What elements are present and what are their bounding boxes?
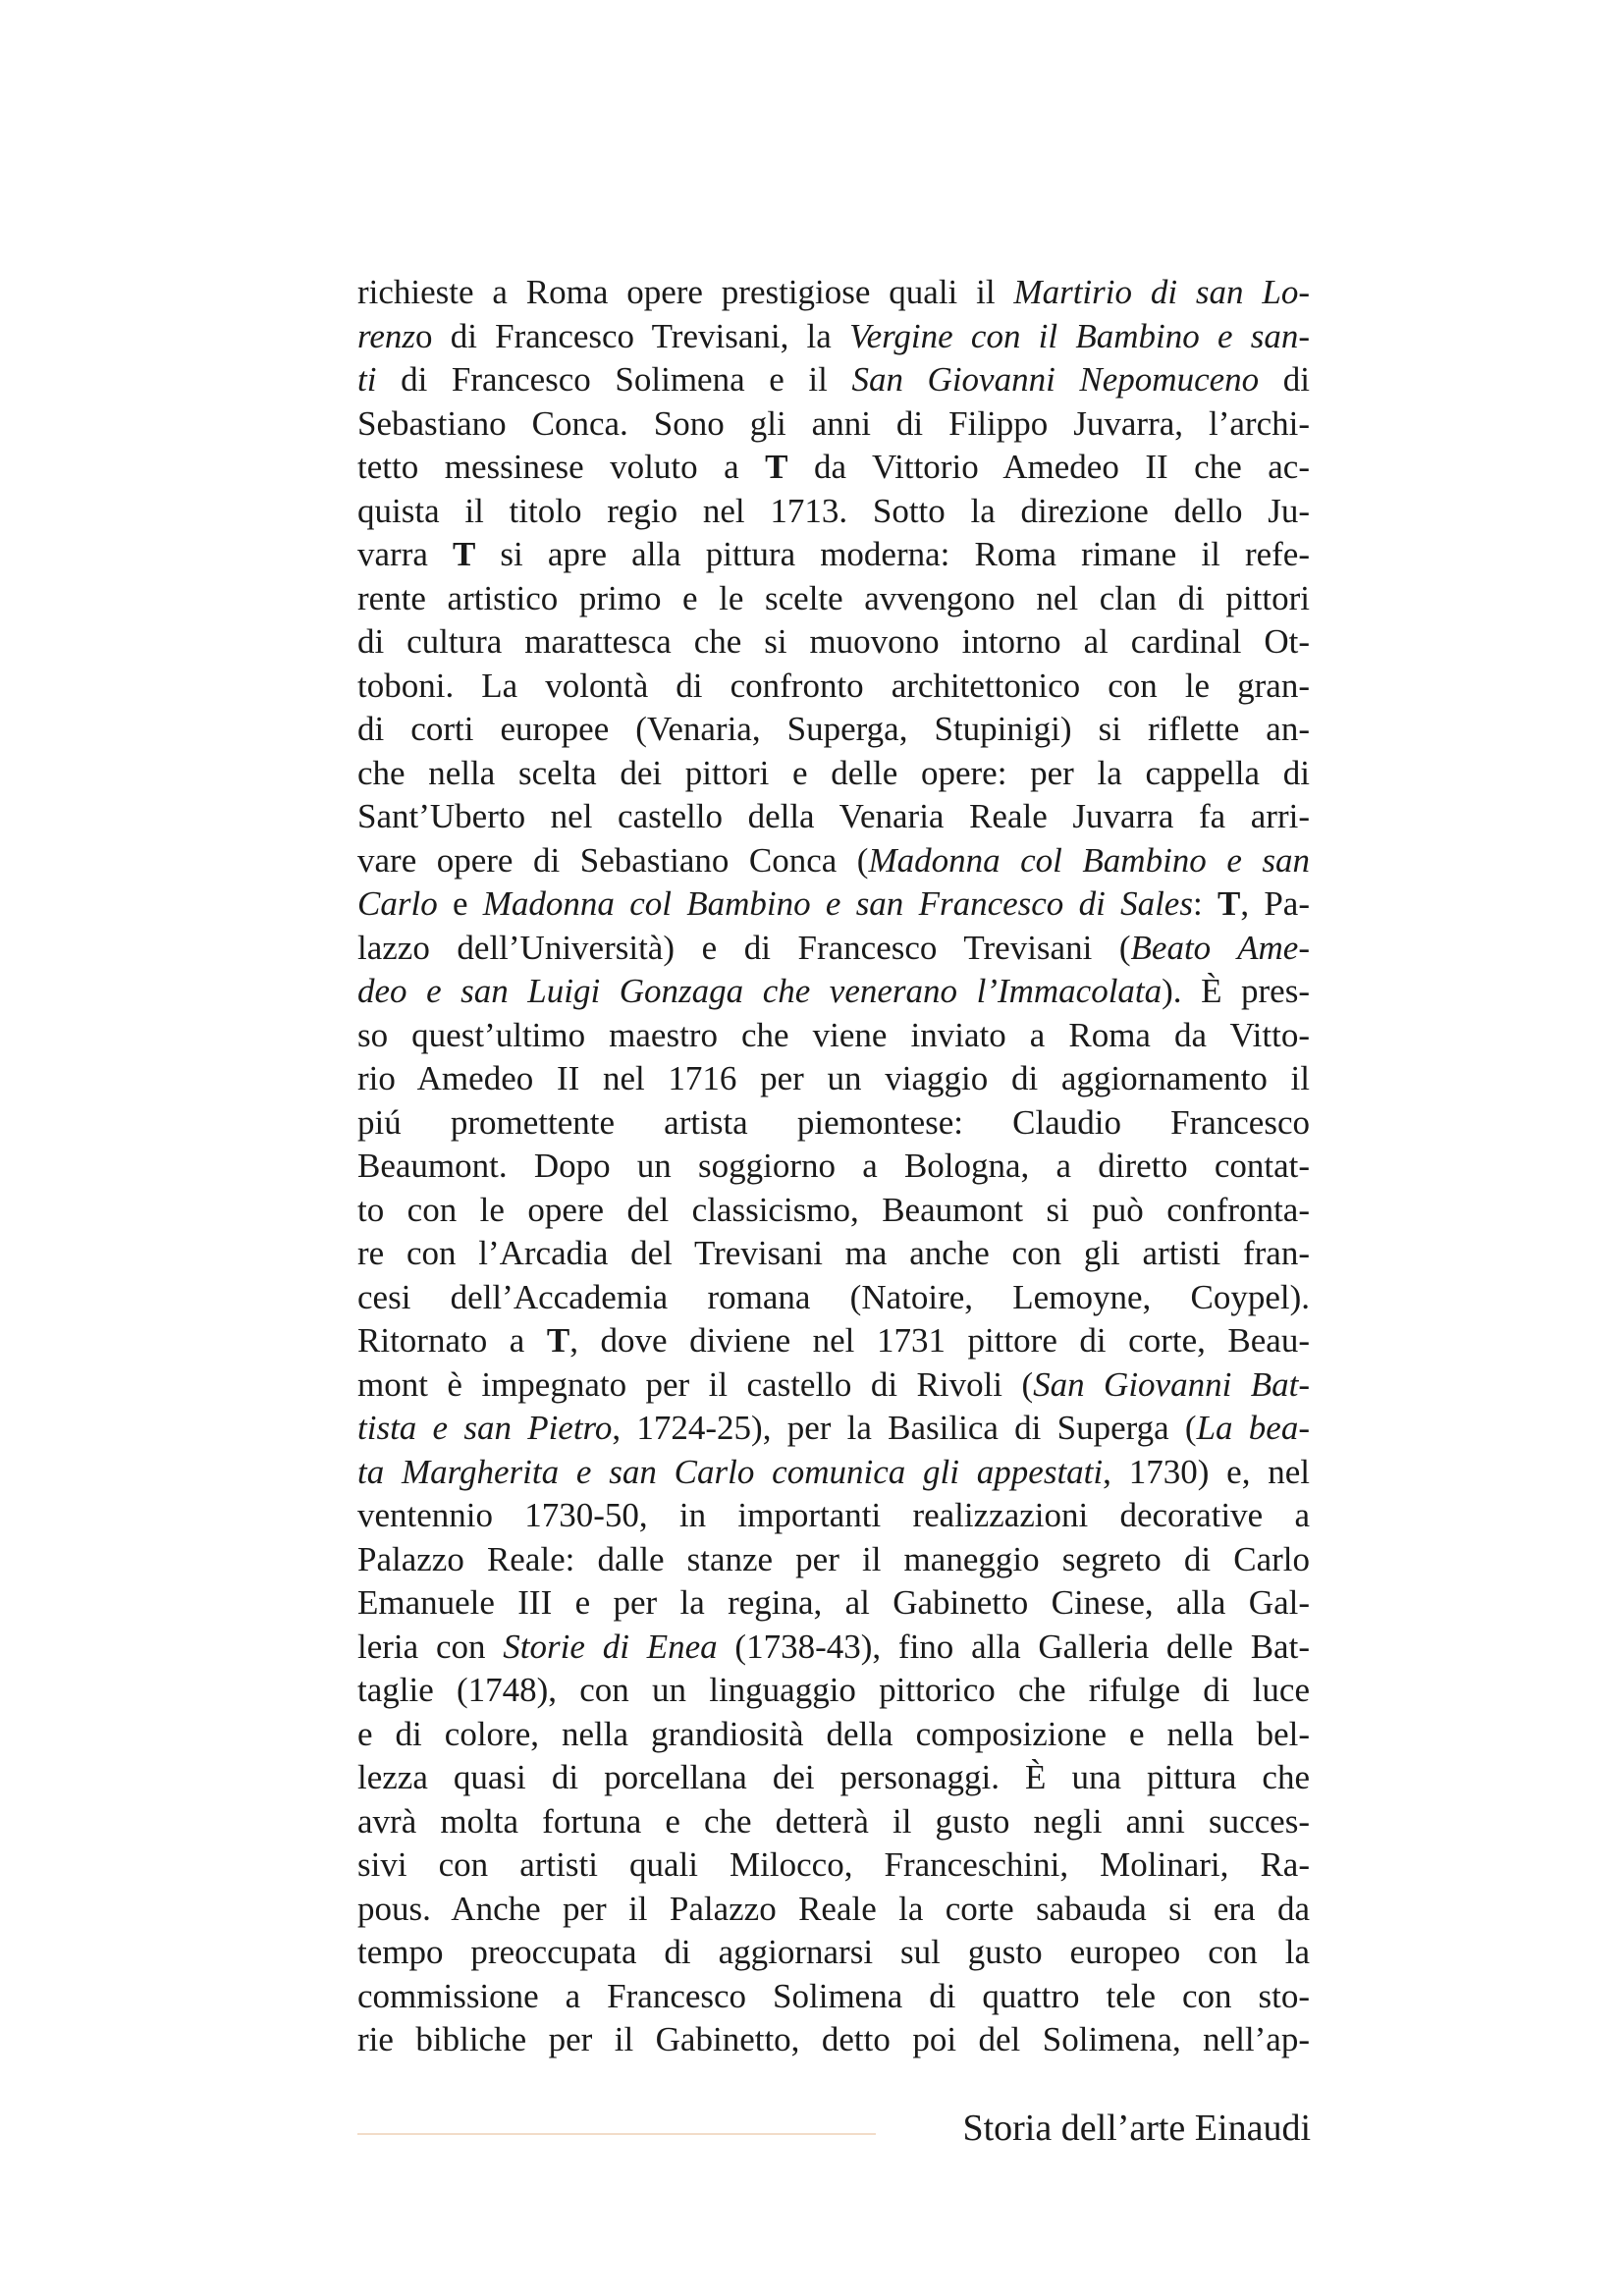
- text-segment: varra: [357, 535, 453, 573]
- text-line: [357, 1800, 1310, 1844]
- text-segment: rio Amedeo II nel 1716 per un viaggio di aggiornamento il: [357, 1059, 1310, 1097]
- bold-text: T: [765, 448, 788, 486]
- bold-text: T: [1217, 884, 1241, 923]
- italic-text: ta Margherita e san Carlo comunica gli appestati: [357, 1452, 1104, 1491]
- italic-text: Carlo: [357, 884, 438, 923]
- text-segment: e di colore, nella grandiosità della composizione e nella bel-: [357, 1714, 1310, 1753]
- text-segment: piú promettente artista piemontese: Claudio Francesco: [357, 1102, 1310, 1142]
- text-line: [357, 1713, 1310, 1757]
- text-line: [357, 446, 1310, 490]
- italic-text: Vergine con il Bambino e san-: [849, 316, 1310, 355]
- italic-text: deo e san Luigi Gonzaga che venerano l’Immacolata: [357, 972, 1163, 1010]
- text-segment: , dove diviene nel 1731 pittore di corte, Beau-: [569, 1321, 1310, 1360]
- text-line: [357, 1014, 1310, 1058]
- italic-text: tista e san Pietro: [357, 1409, 613, 1447]
- text-segment: avrà molta fortuna e che detterà il gusto negli anni succes-: [357, 1801, 1310, 1841]
- text-segment: rie bibliche per il Gabinetto, detto poi del Solimena, nell’ap-: [357, 2020, 1310, 2058]
- text-line: [357, 1888, 1310, 1932]
- footer-title: Storia dell’arte Einaudi: [962, 2108, 1311, 2149]
- text-line: [357, 1538, 1310, 1582]
- text-segment: quista il titolo regio nel 1713. Sotto la direzione dello Ju-: [357, 491, 1310, 530]
- text-segment: Emanuele III e per la regina, al Gabinetto Cinese, alla Gal-: [357, 1583, 1310, 1622]
- text-line: [357, 1975, 1310, 2019]
- text-segment: commissione a Francesco Solimena di quattro tele con sto-: [357, 1976, 1310, 2015]
- text-segment: taglie (1748), con un linguaggio pittorico che rifulge di luce: [357, 1671, 1310, 1709]
- text-line: [357, 795, 1310, 839]
- text-segment: toboni. La volontà di confronto architettonico con le gran-: [357, 666, 1310, 705]
- text-line: [357, 1581, 1310, 1626]
- text-segment: , 1730) e, nel: [1103, 1452, 1311, 1491]
- text-segment: vare opere di Sebastiano Conca (: [357, 840, 869, 880]
- text-line: [357, 708, 1310, 752]
- text-segment: Sant’Uberto nel castello della Venaria Reale Juvarra fa arri-: [357, 797, 1310, 835]
- italic-text: Madonna col Bambino e san Francesco di Sales: [482, 884, 1193, 923]
- text-segment: to con le opere del classicismo, Beaumont si può confronta-: [357, 1190, 1310, 1229]
- text-segment: richieste a Roma opere prestigiose quali il: [357, 273, 1014, 311]
- text-segment: e: [437, 884, 483, 923]
- text-segment: rente artistico primo e le scelte avvengono nel clan di pittori: [357, 578, 1310, 617]
- text-segment: Palazzo Reale: dalle stanze per il maneggio segreto di Carlo: [357, 1539, 1310, 1578]
- italic-text: Madonna col Bambino e san: [868, 840, 1310, 880]
- text-segment: di: [1259, 360, 1310, 399]
- text-segment: :: [1192, 884, 1217, 923]
- text-line: [357, 1363, 1310, 1408]
- text-line: [357, 1756, 1310, 1800]
- text-segment: Sebastiano Conca. Sono gli anni di Filippo Juvarra, l’archi-: [357, 403, 1310, 443]
- text-line: [357, 358, 1310, 402]
- text-line: [357, 620, 1310, 665]
- bold-text: T: [546, 1321, 570, 1360]
- text-segment: tetto messinese voluto a: [357, 448, 766, 486]
- text-segment: che nella scelta dei pittori e delle opere: per la cappella di: [357, 753, 1310, 792]
- bold-text: T: [452, 535, 476, 573]
- text-segment: lezza quasi di porcellana dei personaggi. È una pittura che: [357, 1758, 1310, 1796]
- text-line: [357, 665, 1310, 709]
- italic-text: renz: [357, 316, 415, 355]
- text-line: [357, 882, 1310, 927]
- text-segment: (1738-43), fino alla Galleria delle Bat-: [717, 1627, 1310, 1666]
- text-segment: , Pa-: [1240, 884, 1310, 923]
- text-segment: di corti europee (Venaria, Superga, Stupinigi) si riflette an-: [357, 710, 1310, 748]
- text-segment: , 1724-25), per la Basilica di Superga (: [612, 1409, 1197, 1447]
- text-line: [357, 1276, 1310, 1320]
- text-line: [357, 271, 1310, 315]
- text-segment: di Francesco Solimena e il: [376, 360, 852, 399]
- text-line: [357, 1189, 1310, 1233]
- text-line: [357, 490, 1310, 534]
- text-segment: si apre alla pittura moderna: Roma rimane il refe-: [475, 535, 1310, 573]
- italic-text: San Giovanni Nepomuceno: [851, 360, 1260, 399]
- text-segment: ventennio 1730-50, in importanti realizzazioni decorative a: [357, 1496, 1310, 1534]
- text-line: [357, 1451, 1310, 1495]
- text-segment: leria con: [357, 1627, 504, 1666]
- text-segment: Ritornato a: [357, 1321, 547, 1360]
- text-segment: so quest’ultimo maestro che viene inviato a Roma da Vitto-: [357, 1015, 1310, 1054]
- text-line: [357, 839, 1310, 883]
- text-segment: lazzo dell’Università) e di Francesco Trevisani (: [357, 928, 1131, 967]
- text-segment: da Vittorio Amedeo II che ac-: [787, 448, 1310, 486]
- text-segment: re con l’Arcadia del Trevisani ma anche con gli artisti fran-: [357, 1234, 1310, 1272]
- text-segment: ). È pres-: [1162, 972, 1310, 1010]
- text-line: [357, 927, 1310, 971]
- text-line: [357, 315, 1310, 359]
- text-segment: pous. Anche per il Palazzo Reale la corte sabauda si era da: [357, 1889, 1310, 1928]
- text-segment: mont è impegnato per il castello di Rivoli (: [357, 1364, 1034, 1404]
- text-line: [357, 752, 1310, 796]
- text-line: [357, 1145, 1310, 1189]
- text-line: [357, 1494, 1310, 1538]
- italic-text: San Giovanni Bat-: [1033, 1364, 1310, 1404]
- italic-text: Storie di Enea: [503, 1627, 718, 1666]
- text-segment: cesi dell’Accademia romana (Natoire, Lemoyne, Coypel).: [357, 1277, 1310, 1316]
- text-line: [357, 533, 1310, 577]
- text-line: [357, 970, 1310, 1014]
- text-line: [357, 1232, 1310, 1276]
- text-segment: sivi con artisti quali Milocco, Franceschini, Molinari, Ra-: [357, 1845, 1310, 1884]
- footer-rule: [357, 2133, 876, 2135]
- text-line: [357, 1669, 1310, 1713]
- text-line: [357, 1843, 1310, 1888]
- italic-text: ti: [357, 360, 377, 399]
- text-line: [357, 577, 1310, 621]
- text-segment: tempo preoccupata di aggiornarsi sul gusto europeo con la: [357, 1933, 1310, 1971]
- text-line: [357, 1057, 1310, 1101]
- text-line: [357, 1101, 1310, 1146]
- text-line: [357, 1319, 1310, 1363]
- text-line: [357, 1931, 1310, 1975]
- italic-text: Martirio di san Lo-: [1013, 273, 1310, 311]
- italic-text: Beato Ame-: [1130, 928, 1310, 967]
- text-line: [357, 402, 1310, 447]
- text-line: [357, 1626, 1310, 1670]
- italic-text: La bea-: [1196, 1409, 1310, 1447]
- text-line: [357, 2018, 1310, 2062]
- text-segment: Beaumont. Dopo un soggiorno a Bologna, a diretto contat-: [357, 1147, 1310, 1185]
- text-segment: di cultura marattesca che si muovono intorno al cardinal Ot-: [357, 622, 1310, 661]
- body-text: [357, 271, 1310, 2062]
- text-line: [357, 1407, 1310, 1451]
- text-segment: o di Francesco Trevisani, la: [414, 316, 850, 355]
